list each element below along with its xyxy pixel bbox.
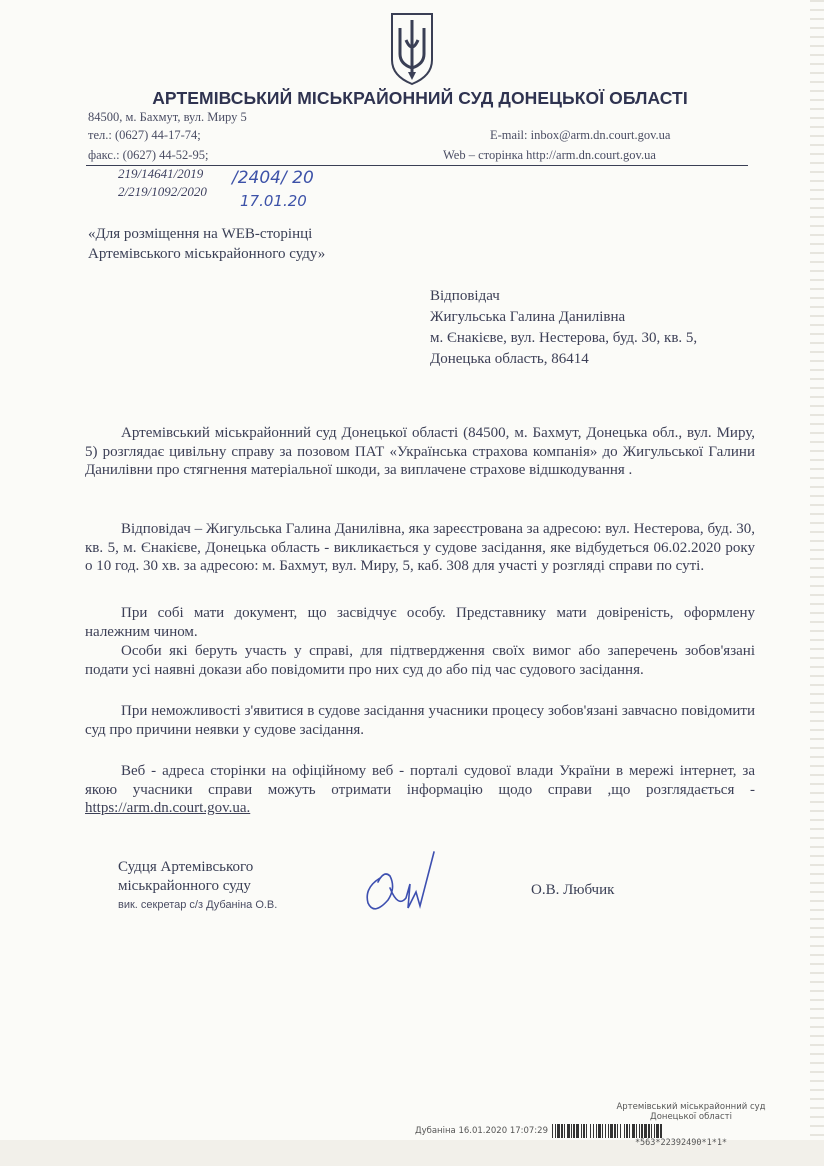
handwritten-date: 17.01.20 <box>240 192 307 210</box>
stamp-org-line-1: Артемівський міськрайонний суд <box>616 1102 766 1112</box>
publication-note <box>88 224 325 264</box>
publication-note-line-2: Артемівського міськрайонного суду» <box>88 246 326 262</box>
barcode-bar <box>662 1124 663 1138</box>
handwritten-incoming-number: /2404/ 20 <box>232 168 314 188</box>
addressee-block <box>430 286 697 370</box>
trident-coat-of-arms-icon <box>388 10 436 88</box>
judge-title <box>118 858 253 896</box>
judge-title-line-1: Судця Артемівського <box>118 859 254 875</box>
addressee-role: Відповідач <box>430 288 500 304</box>
court-phone: тел.: (0627) 44-17-74; <box>88 128 201 142</box>
addressee-name: Жигульська Галина Данилівна <box>430 309 626 325</box>
court-email: E-mail: inbox@arm.dn.court.gov.ua <box>490 128 671 142</box>
scan-edge <box>810 0 824 1166</box>
paragraph-case-description: Артемівський міськрайонний суд Донецької області (84500, м. Бахмут, Донецька обл., вул. Миру, 5) розглядає цивільну справу за позовом ПАТ «Українська страхова компанія» до Жигульської Галини Данилівни про стягнення матеріальної шкоди, за виплачене страхове відшкодування . <box>85 425 755 478</box>
judge-name: О.В. Любчик <box>531 882 615 898</box>
court-website-link[interactable]: https://arm.dn.court.gov.ua. <box>85 800 251 816</box>
court-address: 84500, м. Бахмут, вул. Миру 5 <box>88 110 247 124</box>
paragraph-summons: Відповідач – Жигульська Галина Данилівна, яка зареєстрована за адресою: вул. Нестерова, буд. 30, кв. 5, м. Єнакієве, Донецька область - викликається у судове засідання, яке відбудеться 06.02.2020 року о 10 год. 30 хв. за адресою: м. Бахмут, вул. Миру, 5, каб. 308 для участі у розгляді справи по суті. <box>85 521 755 574</box>
publication-note-line-1: «Для розміщення на WEB-сторінці <box>88 226 313 242</box>
court-fax: факс.: (0627) 44-52-95; <box>88 148 209 162</box>
paragraph-evidence: Особи які беруть участь у справі, для підтвердження своїх вимог або заперечень зобов'язані подати усі наявні докази або повідомити про них суд до або під час судового засідання. <box>85 643 755 678</box>
addressee-street: м. Єнакієве, вул. Нестерова, буд. 30, кв. 5, <box>430 330 698 346</box>
stamp-org-line-2: Донецької області <box>650 1112 732 1122</box>
court-web: Web – сторінка http://arm.dn.court.gov.ua <box>443 148 656 162</box>
addressee-region: Донецька область, 86414 <box>430 351 589 367</box>
handwritten-signature-icon <box>350 848 450 918</box>
stamp-barcode-number: *563*22392490*1*1* <box>634 1138 728 1148</box>
case-number-2: 2/219/1092/2020 <box>118 184 207 199</box>
registry-stamp <box>414 1102 814 1148</box>
judge-title-line-2: міськрайонного суду <box>118 878 251 894</box>
paragraph-web-address <box>85 762 755 818</box>
registry-barcode <box>552 1124 663 1138</box>
paragraph-identity: При собі мати документ, що засвідчує особу. Представнику мати довіреність, оформлену належним чином. <box>85 605 755 640</box>
paragraph-absence: При неможливості з'явитися в судове засідання учасники процесу зобов'язані завчасно повідомити суд про причини неявки у судове засідання. <box>85 703 755 738</box>
executor-note: вик. секретар с/з Дубаніна О.В. <box>118 899 278 911</box>
court-name: АРТЕМІВСЬКИЙ МІСЬКРАЙОННИЙ СУД ДОНЕЦЬКОЇ ОБЛАСТІ <box>152 88 688 108</box>
case-number-1: 219/14641/2019 <box>118 166 204 181</box>
stamp-clerk-time: Дубаніна 16.01.2020 17:07:29 <box>414 1126 548 1136</box>
web-address-text: Веб - адреса сторінки на офіційному веб - порталі судової влади України в мережі інтернет, за якою учасники справи можуть отримати інформацію щодо справи ,що розглядається - <box>85 763 755 798</box>
